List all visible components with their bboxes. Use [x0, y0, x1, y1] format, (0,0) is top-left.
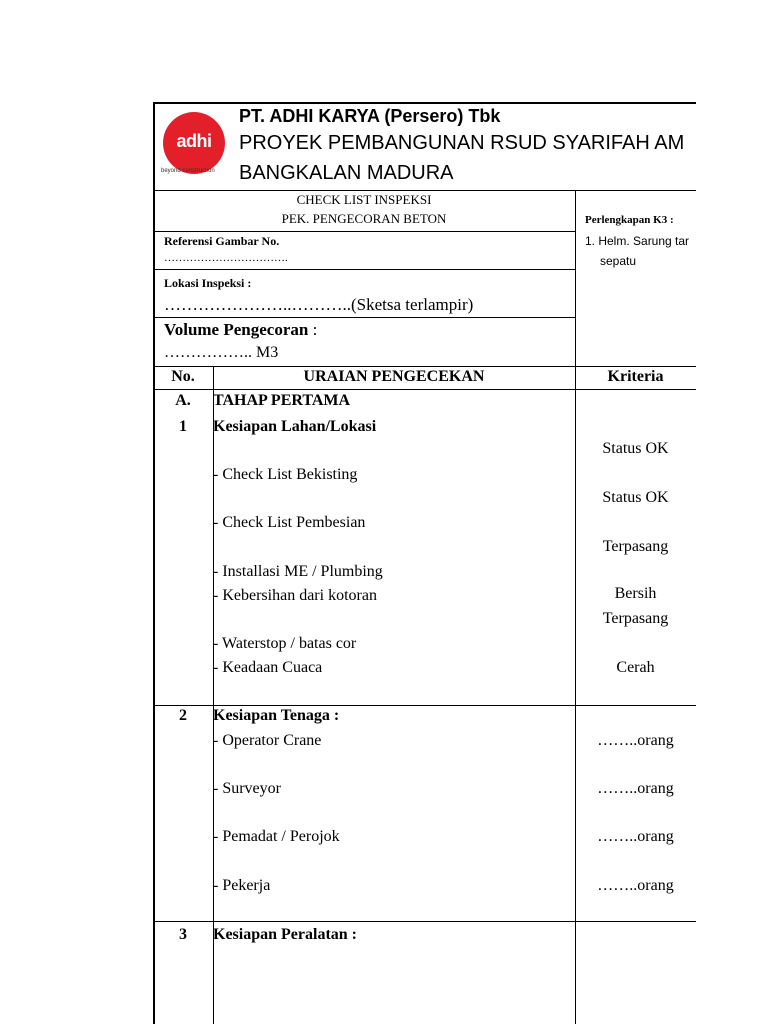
location-label: Lokasi Inspeksi : [164, 276, 252, 290]
item1-row-desc: - Installasi ME / Plumbing [213, 563, 383, 580]
logo-tagline: beyond construction [161, 168, 215, 174]
item3-no: 3 [179, 926, 187, 943]
logo-text: adhi [176, 131, 212, 151]
item1-row-desc: - Waterstop / batas cor [213, 635, 357, 652]
item2-row-desc: - Pekerja [213, 877, 271, 894]
volume-label: Volume Pengecoran [164, 320, 309, 339]
ref-divider [153, 269, 575, 270]
item2-no: 2 [179, 707, 187, 724]
item1-row-criteria: Terpasang [602, 538, 669, 555]
item1-row-criteria: Cerah [616, 659, 655, 676]
item2-row-criteria: ……..orang [597, 780, 674, 797]
item3-title: Kesiapan Peralatan : [213, 926, 357, 943]
table-header-bottom [153, 389, 696, 390]
item1-row-criteria: Status OK [602, 489, 669, 506]
company-logo [163, 112, 225, 174]
item2-row-criteria: ……..orang [597, 828, 674, 845]
title-divider [153, 231, 575, 232]
location-divider [153, 317, 575, 318]
criteria-column-line [575, 190, 576, 1024]
top-border [153, 102, 696, 104]
item2-row-desc: - Operator Crane [213, 732, 322, 749]
header-criteria: Kriteria [607, 368, 664, 385]
item2-row-desc: - Surveyor [213, 780, 281, 797]
location-value[interactable]: …………………..………..(Sketsa terlampir) [164, 295, 474, 314]
volume-colon: : [308, 320, 318, 339]
volume-row [164, 320, 317, 340]
section-a-title: TAHAP PERTAMA [213, 392, 351, 409]
item1-row-criteria: Status OK [602, 440, 669, 457]
item1-row-criteria: Terpasang [602, 610, 669, 627]
item1-no: 1 [179, 418, 187, 435]
reference-label: Referensi Gambar No. [164, 234, 280, 248]
inspection-sheet [153, 102, 696, 1024]
item1-title: Kesiapan Lahan/Lokasi [213, 418, 377, 435]
project-title: PROYEK PEMBANGUNAN RSUD SYARIFAH AM [239, 132, 685, 154]
item2-row-desc: - Pemadat / Perojok [213, 828, 340, 845]
item1-row-desc: - Kebersihan dari kotoran [213, 587, 377, 604]
item1-row-desc: - Keadaan Cuaca [213, 659, 323, 676]
item2-row-criteria: ……..orang [597, 732, 674, 749]
item2-title: Kesiapan Tenaga : [213, 707, 340, 724]
row-divider-3 [153, 921, 696, 922]
header-description: URAIAN PENGECEKAN [303, 368, 485, 385]
project-location: BANGKALAN MADURA [239, 162, 454, 184]
header-no: No. [171, 368, 195, 385]
volume-value[interactable]: …………….. M3 [164, 344, 279, 361]
form-title-line2: PEK. PENGECORAN BETON [281, 211, 447, 226]
section-a-no: A. [175, 392, 191, 409]
row-divider-2 [153, 705, 696, 706]
k3-label: Perlengkapan K3 : [585, 214, 674, 226]
header-divider [153, 190, 696, 191]
item2-row-criteria: ……..orang [597, 877, 674, 894]
company-name: PT. ADHI KARYA (Persero) Tbk [239, 106, 501, 126]
reference-value[interactable]: ……………………………. [164, 252, 288, 264]
item1-row-desc: - Check List Bekisting [213, 466, 358, 483]
left-border [153, 102, 155, 1024]
item1-row-desc: - Check List Pembesian [213, 514, 366, 531]
item1-row-criteria: Bersih [614, 585, 657, 602]
table-header-top [153, 366, 696, 367]
k3-line1: 1. Helm. Sarung tar [585, 234, 690, 248]
k3-line2: sepatu [600, 254, 637, 268]
form-title-line1: CHECK LIST INSPEKSI [296, 192, 432, 207]
